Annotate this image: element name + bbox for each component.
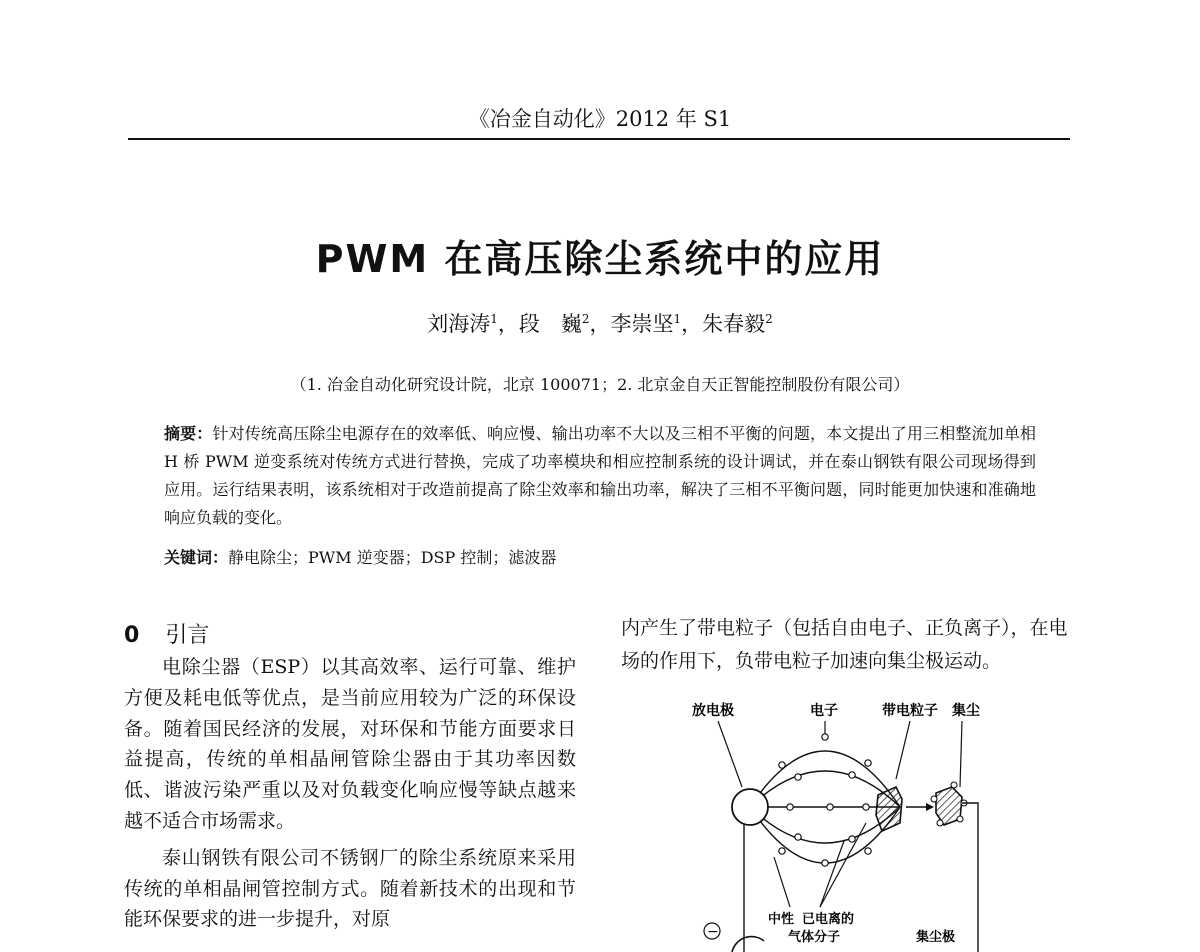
charged-particle-cluster [876, 787, 902, 831]
label-charged: 带电粒子 [882, 703, 938, 719]
label-gas: 气体分子 [788, 930, 841, 945]
discharge-electrode [732, 789, 768, 825]
minus-sign: − [707, 924, 719, 940]
leader-charged [896, 721, 910, 779]
author-affil-mark: 2 [581, 312, 590, 326]
author-affil-mark: 1 [490, 312, 498, 326]
motion-arrowhead [926, 803, 934, 811]
author-name: 段 巍 [518, 312, 582, 336]
author-affil-mark: 1 [673, 312, 682, 326]
label-discharge: 放电极 [692, 703, 734, 719]
leader-discharge [718, 721, 742, 787]
journal-header: 《冶金自动化》2012 年 S1 [468, 107, 732, 131]
abstract [164, 420, 1036, 532]
body-paragraph: 电除尘器（ESP）以其高效率、运行可靠、维护方便及耗电低等优点，是当前应用较为广泛的环保设备。随着国民经济的发展，对环保和节能方面要求日益提高，传统的单相晶闸管除尘器由于其功率因数低、谐波污染严重以及对负载变化响应慢等缺点越来越不适合市场需求。 [124, 656, 576, 832]
leader-neutral [774, 857, 790, 907]
author-name: 朱春毅 [702, 312, 766, 336]
label-collector: 集尘极 [916, 930, 956, 945]
body-paragraph: 泰山钢铁有限公司不锈钢厂的除尘系统原来采用传统的单相晶闸管控制方式。随着新技术的出现和节能环保要求的进一步提升，对原 [124, 846, 576, 931]
section-title: 引言 [165, 623, 210, 648]
author-name: 刘海涛 [427, 312, 491, 336]
esp-principle-figure [670, 695, 1050, 952]
abstract-label: 摘要： [164, 424, 213, 443]
paper-title: PWM 在高压除尘系统中的应用 [315, 237, 885, 281]
author-separator: ， [681, 312, 703, 336]
abstract-text: 针对传统高压除尘电源存在的效率低、响应慢、输出功率不大以及三相不平衡的问题，本文提出了用三相整流加单相 H 桥 PWM 逆变系统对传统方式进行替换，完成了功率模块和相应控制系统的设计调试，并在泰山钢铁有限公司现场得到应用。运行结果表明，该系统相对于改造前提高了除尘效率和输出功率，解决了三相不平衡问题，同时能更加快速和准确地响应负载的变化。 [164, 424, 1036, 527]
leader-ionized [820, 841, 844, 907]
affiliation: （1. 冶金自动化研究设计院，北京 100071；2. 北京金自天正智能控制股份有限公司） [290, 375, 910, 394]
label-neutral: 中性 [768, 912, 795, 927]
keywords-label: 关键词： [164, 548, 229, 567]
author-name: 李崇坚 [610, 312, 674, 336]
particles [779, 734, 871, 866]
author-separator: ， [497, 312, 519, 336]
author-list [0, 308, 1200, 338]
header-rule [128, 138, 1070, 140]
label-collect: 集尘 [952, 703, 980, 719]
section-heading [124, 618, 209, 649]
author-separator: ， [589, 312, 611, 336]
section-number: 0 [124, 623, 140, 648]
label-electron: 电子 [810, 703, 838, 719]
power-source-symbol [732, 937, 764, 952]
leader-collect [960, 721, 962, 787]
right-column-text: 内产生了带电粒子（包括自由电子、正负离子），在电场的作用下，负带电粒子加速向集尘极运动。 [621, 617, 1068, 672]
keywords-text: 静电除尘；PWM 逆变器；DSP 控制；滤波器 [228, 548, 557, 567]
keywords [164, 545, 1036, 568]
collector-lead [962, 803, 978, 952]
label-ionized: 已电离的 [802, 912, 855, 927]
author-affil-mark: 2 [765, 312, 773, 326]
left-column [124, 652, 576, 941]
